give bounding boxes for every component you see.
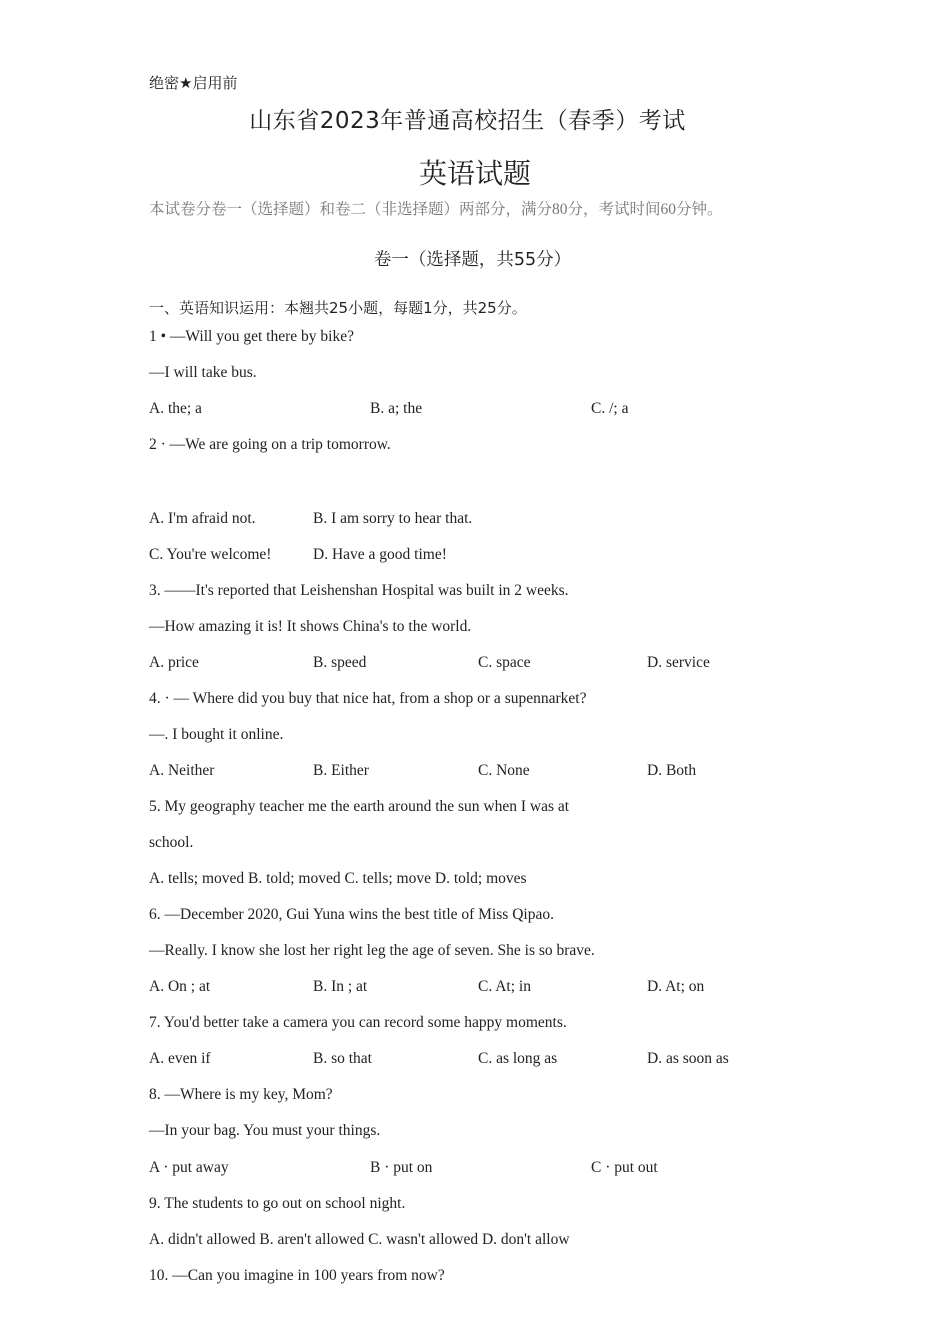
question-7-option-c: C. as long as [478, 1050, 558, 1067]
question-10-stem: 10. —Can you imagine in 100 years from now? [149, 1267, 445, 1284]
question-1-answer-line: —I will take bus. [149, 364, 257, 381]
question-4-option-c: C. None [478, 762, 530, 779]
question-4-answer-line: —. I bought it online. [149, 726, 284, 743]
question-7-option-d: D. as soon as [647, 1050, 729, 1067]
question-6-stem: 6. —December 2020, Gui Yuna wins the best title of Miss Qipao. [149, 906, 554, 923]
question-5-stem-continued: school. [149, 834, 194, 851]
question-3-option-c: C. space [478, 654, 531, 671]
exam-intro: 本试卷分卷一（选择题）和卷二（非选择题）两部分，满分80分，考试时间60分钟。 [149, 201, 723, 218]
question-6-option-c: C. At; in [478, 978, 531, 995]
question-2-option-c: C. You're welcome! [149, 546, 272, 563]
question-1-option-b: B. a; the [370, 400, 423, 417]
confidential-label: 绝密★启用前 [149, 74, 238, 92]
question-1-option-c: C. /; a [591, 400, 629, 417]
question-9-stem: 9. The students to go out on school night. [149, 1195, 406, 1212]
question-1-stem: 1 • —Will you get there by bike? [149, 328, 354, 345]
question-6-answer-line: —Really. I know she lost her right leg the age of seven. She is so brave. [149, 942, 595, 959]
question-2-option-d: D. Have a good time! [313, 546, 447, 563]
question-4-option-a: A. Neither [149, 762, 215, 779]
question-3-answer-line: —How amazing it is! It shows China's to the world. [149, 618, 472, 635]
question-4-option-b: B. Either [313, 762, 369, 779]
exam-title: 山东省2023年普通高校招生（春季）考试 [249, 108, 686, 134]
section-title: 一、英语知识运用：本翘共25小题，每题1分，共25分。 [149, 299, 527, 317]
question-8-option-a: A · put away [149, 1159, 229, 1176]
question-8-stem: 8. —Where is my key, Mom? [149, 1086, 333, 1103]
volume-title: 卷一（选择题，共55分） [373, 250, 572, 270]
question-6-option-b: B. In ; at [313, 978, 368, 995]
question-7-option-b: B. so that [313, 1050, 372, 1067]
question-8-answer-line: —In your bag. You must your things. [149, 1122, 381, 1139]
question-8-option-c: C · put out [591, 1159, 658, 1176]
question-4-option-d: D. Both [647, 762, 697, 779]
question-7-stem: 7. You'd better take a camera you can record some happy moments. [149, 1014, 567, 1031]
question-2-option-a: A. I'm afraid not. [149, 510, 256, 527]
question-1-option-a: A. the; a [149, 400, 202, 417]
question-8-option-b: B · put on [370, 1159, 433, 1176]
question-2-stem: 2 · —We are going on a trip tomorrow. [149, 436, 391, 453]
question-7-option-a: A. even if [149, 1050, 211, 1067]
subject-title: 英语试题 [418, 157, 531, 190]
question-5-stem: 5. My geography teacher me the earth around the sun when I was at [149, 798, 570, 815]
question-6-option-d: D. At; on [647, 978, 705, 995]
question-3-option-b: B. speed [313, 654, 367, 671]
question-6-option-a: A. On ; at [149, 978, 211, 995]
question-3-option-d: D. service [647, 654, 710, 671]
question-9-options: A. didn't allowed B. aren't allowed C. wasn't allowed D. don't allow [149, 1231, 570, 1248]
question-4-stem: 4. · — Where did you buy that nice hat, from a shop or a supennarket? [149, 690, 587, 707]
question-5-options: A. tells; moved B. told; moved C. tells; move D. told; moves [149, 870, 527, 887]
question-3-option-a: A. price [149, 654, 199, 671]
question-3-stem: 3. ——It's reported that Leishenshan Hospital was built in 2 weeks. [149, 582, 569, 599]
question-2-option-b: B. I am sorry to hear that. [313, 510, 473, 527]
